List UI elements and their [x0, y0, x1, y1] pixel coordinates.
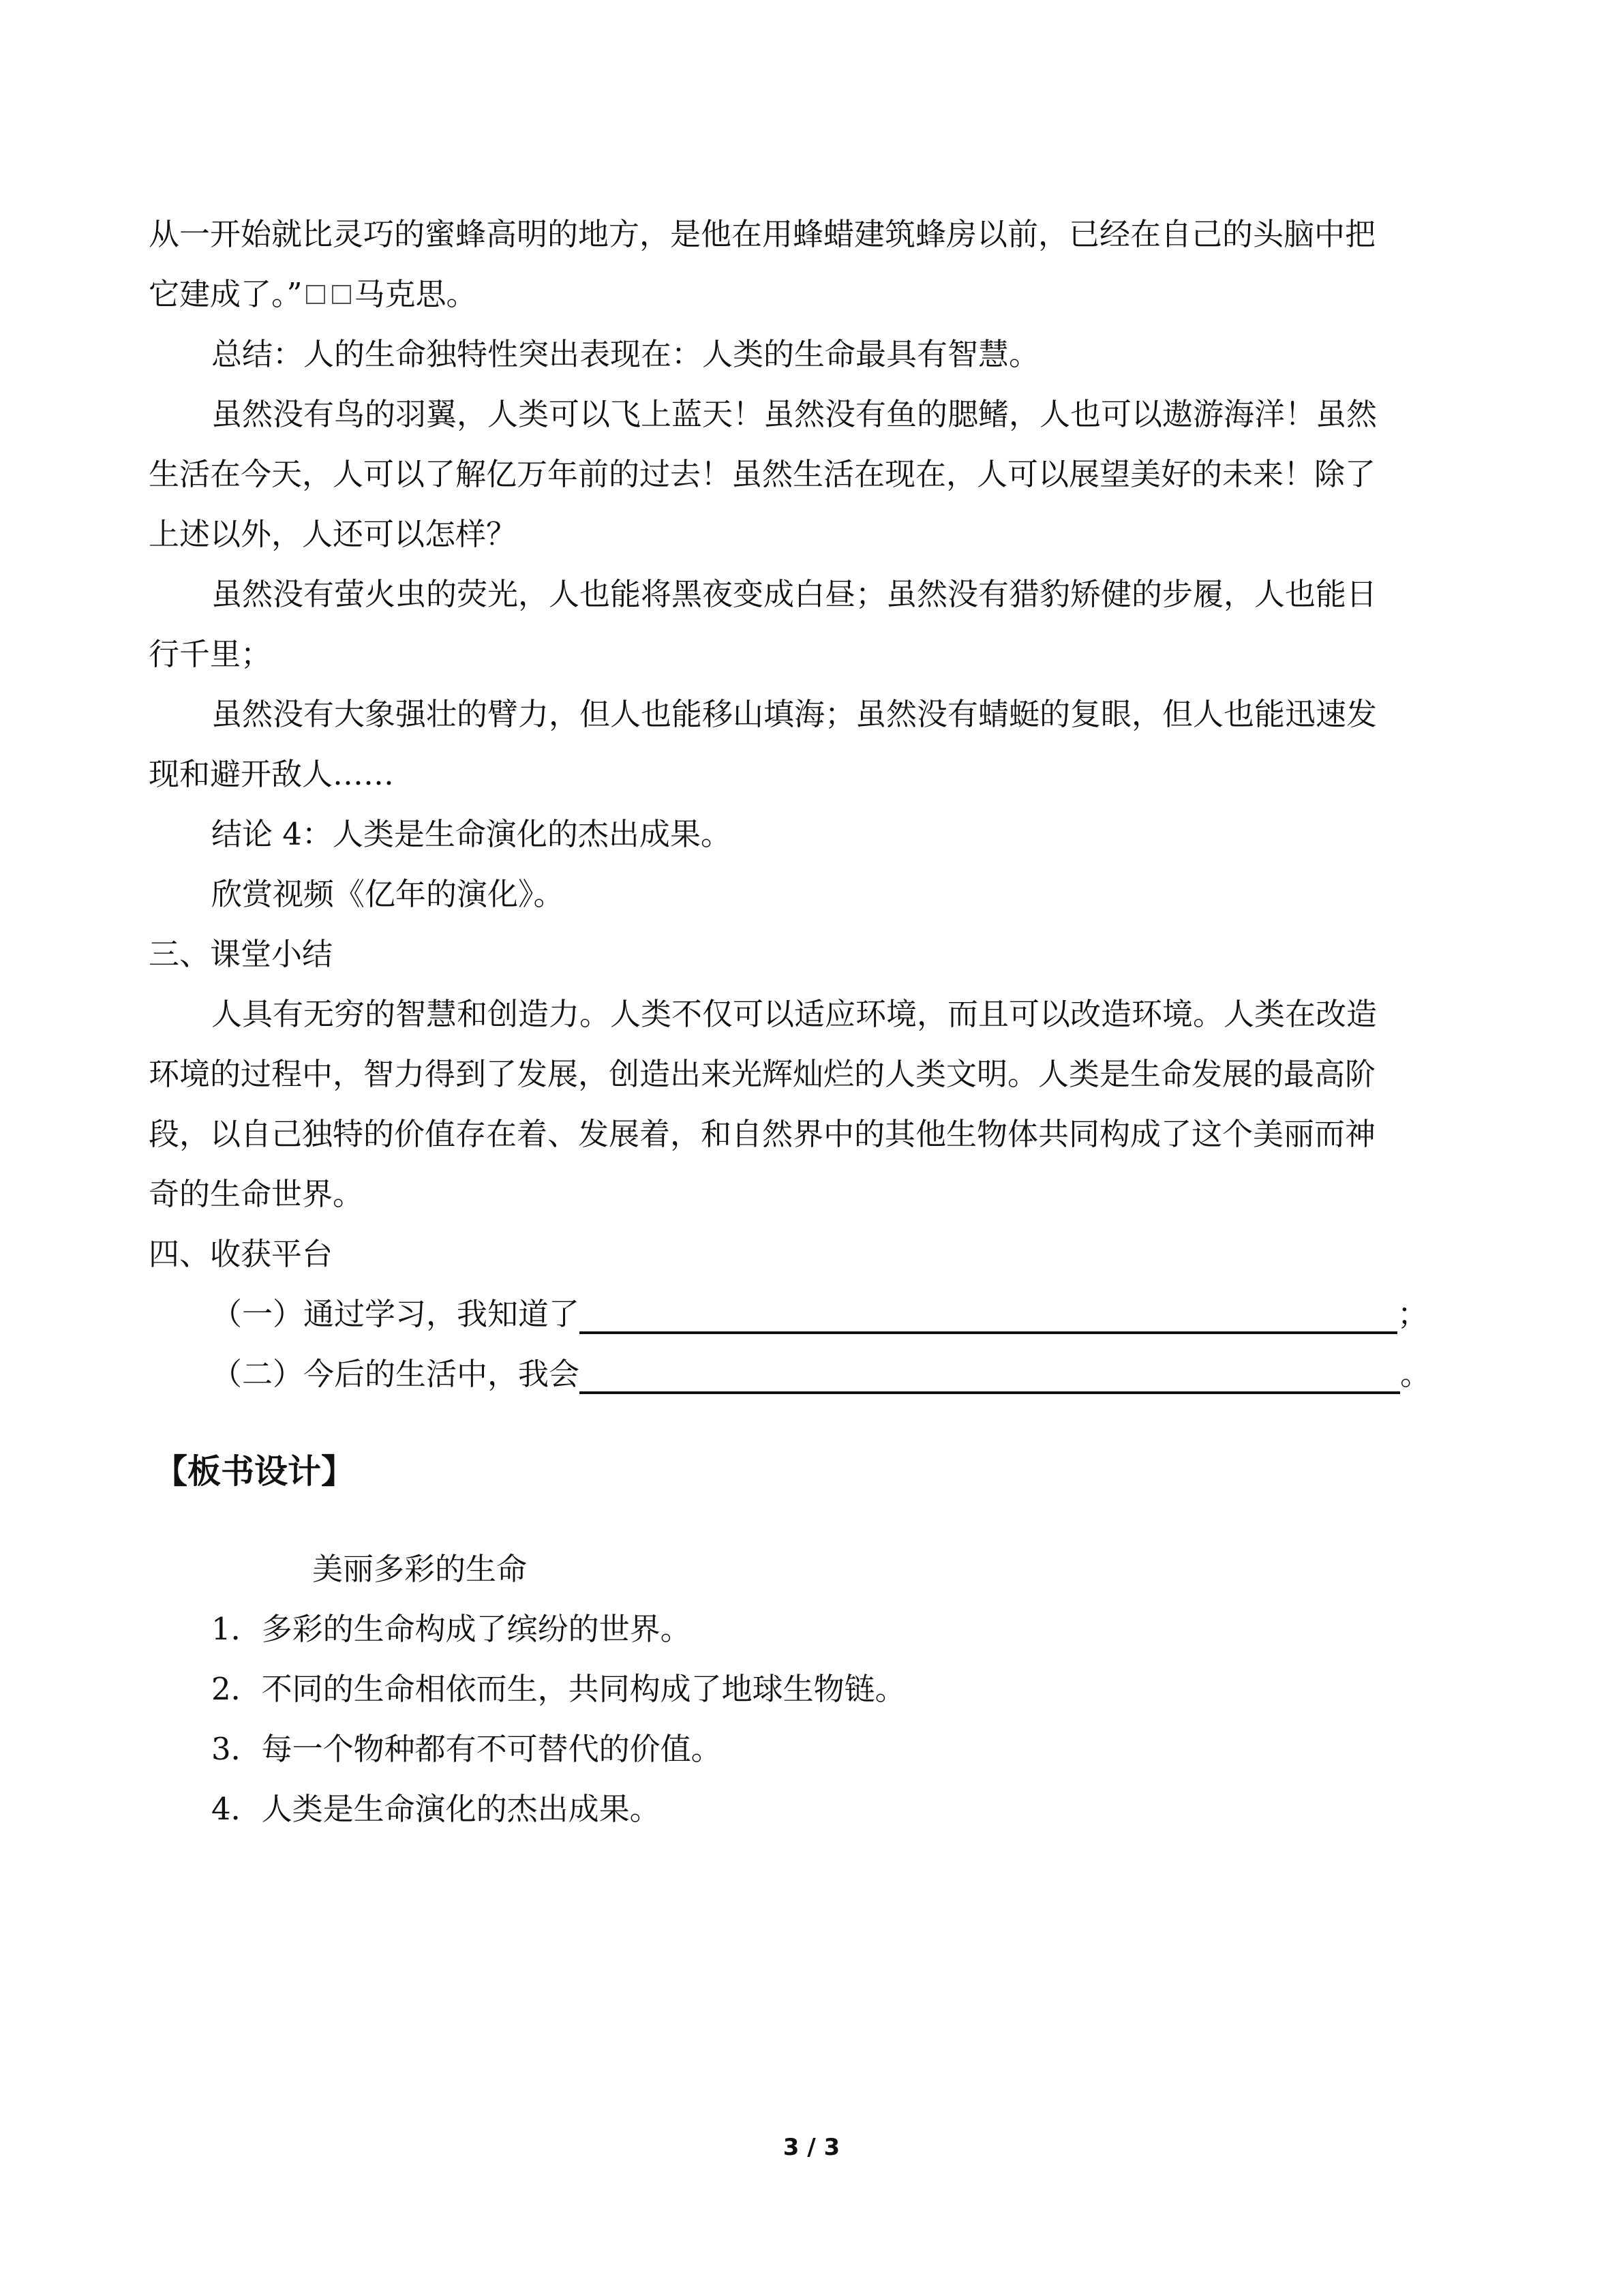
paragraph-line: 虽然没有大象强壮的臂力，但人也能移山填海；虽然没有蜻蜓的复眼，但人也能迅速发 [211, 696, 1378, 732]
missing-glyph-box [332, 285, 351, 304]
harvest-item-1 [149, 1284, 1457, 1344]
page-number: 3 / 3 [783, 2134, 840, 2161]
fill-in-blank[interactable] [579, 1355, 1400, 1394]
summary-paragraph-line: 人具有无穷的智慧和创造力。人类不仅可以适应环境，而且可以改造环境。人类在改造 [211, 996, 1378, 1032]
section-title-harvest: 四、收获平台 [149, 1236, 333, 1272]
quote-attribution: 马克思。 [354, 276, 477, 312]
paragraph-line: 上述以外，人还可以怎样？ [149, 516, 517, 552]
summary-paragraph-line: 环境的过程中，智力得到了发展，创造出来光辉灿烂的人类文明。人类是生命发展的最高阶 [149, 1056, 1376, 1092]
summary-line: 总结：人的生命独特性突出表现在：人类的生命最具有智慧。 [211, 336, 1040, 372]
harvest-item-2-label: （二）今后的生活中，我会 [211, 1356, 580, 1392]
video-line: 欣赏视频《亿年的演化》。 [211, 876, 564, 912]
quote-line-1: 从一开始就比灵巧的蜜蜂高明的地方，是他在用蜂蜡建筑蜂房以前，已经在自己的头脑中把 [149, 216, 1376, 252]
board-title: 美丽多彩的生命 [312, 1551, 528, 1587]
board-item: 2．不同的生命相依而生，共同构成了地球生物链。 [211, 1671, 906, 1707]
summary-paragraph-line: 段，以自己独特的价值存在着、发展着，和自然界中的其他生物体共同构成了这个美丽而神 [149, 1116, 1376, 1152]
paragraph-line: 虽然没有萤火虫的荧光，人也能将黑夜变成白昼；虽然没有猎豹矫健的步履，人也能日 [211, 576, 1378, 612]
conclusion-line: 结论 4：人类是生命演化的杰出成果。 [211, 816, 731, 852]
fill-in-blank[interactable] [579, 1295, 1397, 1334]
paragraph-line: 生活在今天，人可以了解亿万年前的过去！虽然生活在现在，人可以展望美好的未来！除了 [149, 456, 1376, 492]
harvest-item-2 [149, 1344, 1457, 1404]
paragraph-line: 现和避开敌人…… [149, 756, 395, 792]
board-design-heading: 【板书设计】 [154, 1452, 355, 1491]
paragraph-line: 虽然没有鸟的羽翼，人类可以飞上蓝天！虽然没有鱼的腮鳍，人也可以遨游海洋！虽然 [211, 396, 1378, 432]
board-item: 1．多彩的生命构成了缤纷的世界。 [211, 1611, 691, 1647]
quote-end-text: 它建成了。” [149, 276, 303, 312]
summary-paragraph-line: 奇的生命世界。 [149, 1176, 364, 1212]
harvest-item-1-label: （一）通过学习，我知道了 [211, 1296, 580, 1332]
missing-glyph-box [306, 285, 325, 304]
harvest-item-1-end: ； [1397, 1296, 1429, 1332]
document-body [149, 205, 1457, 1839]
board-item: 3．每一个物种都有不可替代的价值。 [211, 1731, 722, 1767]
section-title-summary: 三、课堂小结 [149, 936, 333, 972]
quote-line-2 [149, 265, 1457, 324]
harvest-item-2-end: 。 [1400, 1356, 1431, 1392]
paragraph-line: 行千里； [149, 636, 272, 672]
board-item: 4．人类是生命演化的杰出成果。 [211, 1791, 661, 1827]
